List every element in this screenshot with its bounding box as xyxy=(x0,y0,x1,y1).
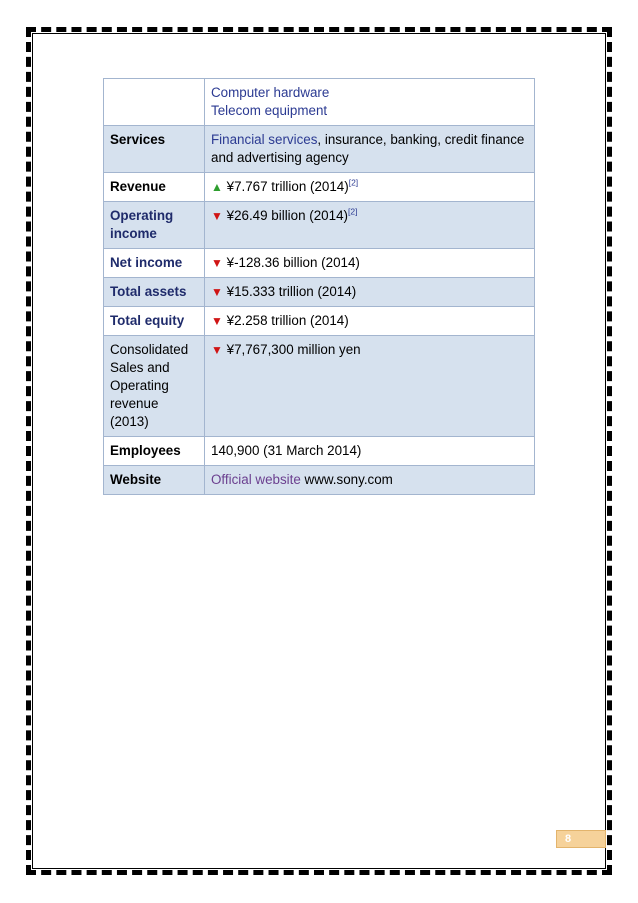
employees-value: 140,900 (31 March 2014) xyxy=(205,437,535,466)
total-assets-value: ¥15.333 trillion (2014) xyxy=(226,284,357,299)
operating-income-cell xyxy=(205,202,535,249)
table-row xyxy=(104,466,535,495)
product-link-telecom-equipment[interactable]: Telecom equipment xyxy=(211,103,328,118)
revenue-value: ¥7.767 trillion (2014) xyxy=(226,179,349,194)
arrow-up-icon: ▲ xyxy=(211,180,223,194)
page-number-tab: 8 xyxy=(556,830,606,848)
row-label-net-income[interactable]: Net income xyxy=(104,249,205,278)
row-label-total-equity[interactable]: Total equity xyxy=(104,307,205,336)
row-label-services: Services xyxy=(104,126,205,173)
table-row xyxy=(104,249,535,278)
financial-services-link[interactable]: Financial services xyxy=(211,132,318,147)
reference-link[interactable]: [2] xyxy=(348,177,359,188)
official-website-link[interactable]: Official website xyxy=(211,472,301,487)
company-infobox-table xyxy=(103,78,535,495)
table-row xyxy=(104,173,535,202)
services-cell xyxy=(205,126,535,173)
consolidated-cell xyxy=(205,336,535,437)
table-row xyxy=(104,126,535,173)
consolidated-value: ¥7,767,300 million yen xyxy=(226,342,361,357)
website-cell xyxy=(205,466,535,495)
revenue-cell xyxy=(205,173,535,202)
services-text: , insurance, banking, credit finance and advertising agency xyxy=(211,132,525,165)
table-row xyxy=(104,202,535,249)
arrow-down-icon: ▼ xyxy=(211,209,223,223)
reference-link[interactable]: [2] xyxy=(347,206,358,217)
row-label-total-assets[interactable]: Total assets xyxy=(104,278,205,307)
row-label-revenue: Revenue xyxy=(104,173,205,202)
total-equity-value: ¥2.258 trillion (2014) xyxy=(226,313,349,328)
table-row xyxy=(104,307,535,336)
row-label-empty xyxy=(104,79,205,126)
arrow-down-icon: ▼ xyxy=(211,343,223,357)
table-row xyxy=(104,79,535,126)
total-assets-cell xyxy=(205,278,535,307)
products-cell xyxy=(205,79,535,126)
operating-income-value: ¥26.49 billion (2014) xyxy=(226,208,348,223)
net-income-cell xyxy=(205,249,535,278)
table-row xyxy=(104,437,535,466)
arrow-down-icon: ▼ xyxy=(211,256,223,270)
net-income-value: ¥-128.36 billion (2014) xyxy=(226,255,360,270)
product-link-computer-hardware[interactable]: Computer hardware xyxy=(211,85,330,100)
row-label-operating-income[interactable]: Operating income xyxy=(104,202,205,249)
row-label-employees: Employees xyxy=(104,437,205,466)
table-row xyxy=(104,278,535,307)
row-label-consolidated: Consolidated Sales and Operating revenue (2013) xyxy=(104,336,205,437)
arrow-down-icon: ▼ xyxy=(211,285,223,299)
row-label-website: Website xyxy=(104,466,205,495)
website-url: www.sony.com xyxy=(300,472,393,487)
table-row xyxy=(104,336,535,437)
arrow-down-icon: ▼ xyxy=(211,314,223,328)
total-equity-cell xyxy=(205,307,535,336)
